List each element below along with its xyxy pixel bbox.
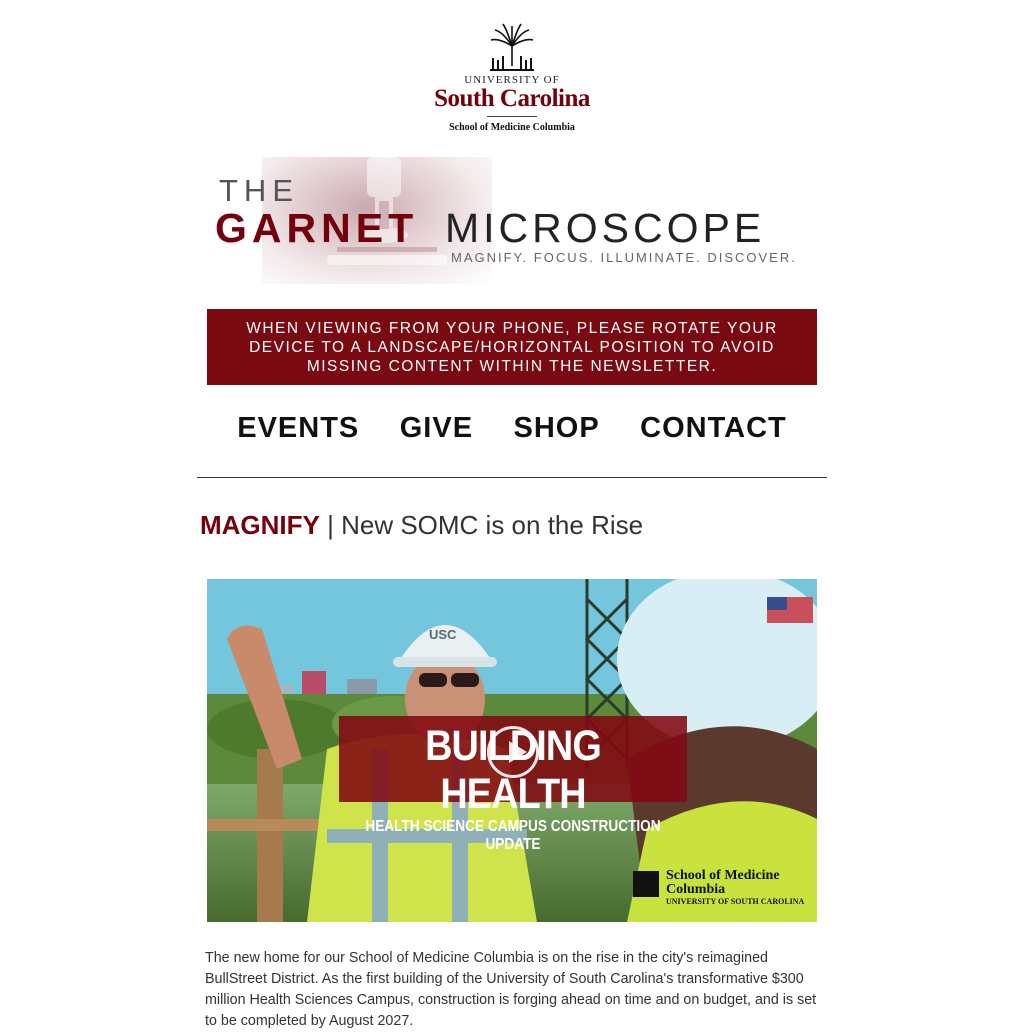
helmet-text: USC — [429, 627, 457, 642]
masthead-the: THE — [219, 173, 299, 208]
nav-contact[interactable]: CONTACT — [640, 412, 787, 444]
article-heading — [200, 510, 643, 541]
banner-line: WHEN VIEWING FROM YOUR PHONE, PLEASE ROTATE YOUR — [246, 320, 778, 337]
palmetto-icon — [633, 871, 659, 897]
video-title: BUILDING HEALTH — [425, 722, 601, 818]
nav-shop[interactable]: SHOP — [513, 412, 600, 444]
rotate-device-banner — [207, 309, 817, 385]
video-logo-line2: Columbia — [666, 882, 726, 897]
play-icon[interactable] — [487, 726, 539, 778]
heading-keyword: MAGNIFY — [200, 510, 320, 540]
banner-line: MISSING CONTENT WITHIN THE NEWSLETTER. — [306, 358, 718, 375]
article-body: The new home for our School of Medicine Columbia is on the rise in the city's reimagined BullStreet District. As the first building of the University of South Carolina's transformative $300 million Health Sciences Campus, construction is forging ahead on time and on budget, and is set to be completed by August 2027. — [205, 950, 817, 1029]
logo-school-name: School of Medicine Columbia — [449, 122, 575, 133]
main-nav — [197, 412, 827, 445]
banner-line: DEVICE TO A LANDSCAPE/HORIZONTAL POSITION TO AVOID — [249, 339, 775, 356]
video-logo-line1: School of Medicine — [666, 868, 780, 883]
video-logo-line — [666, 869, 780, 897]
logo-divider — [487, 116, 537, 117]
nav-divider — [197, 477, 827, 478]
usc-logo[interactable] — [197, 22, 827, 133]
video-thumbnail[interactable] — [207, 579, 817, 922]
masthead-garnet: GARNET — [215, 205, 419, 251]
masthead — [207, 157, 817, 284]
video-subtitle: HEALTH SCIENCE CAMPUS CONSTRUCTION UPDATE — [365, 818, 661, 853]
heading-separator: | — [319, 510, 342, 540]
logo-south-carolina: South Carolina — [434, 85, 590, 112]
logo-university-of: UNIVERSITY OF — [464, 74, 560, 86]
nav-give[interactable]: GIVE — [399, 412, 474, 444]
nav-events[interactable]: EVENTS — [237, 412, 360, 444]
masthead-microscope: MICROSCOPE — [445, 205, 766, 251]
masthead-tagline: MAGNIFY. FOCUS. ILLUMINATE. DISCOVER. — [451, 250, 797, 265]
heading-title: New SOMC is on the Rise — [341, 510, 644, 540]
video-logo-line3: UNIVERSITY OF SOUTH CAROLINA — [666, 897, 805, 906]
palmetto-icon — [489, 22, 535, 72]
